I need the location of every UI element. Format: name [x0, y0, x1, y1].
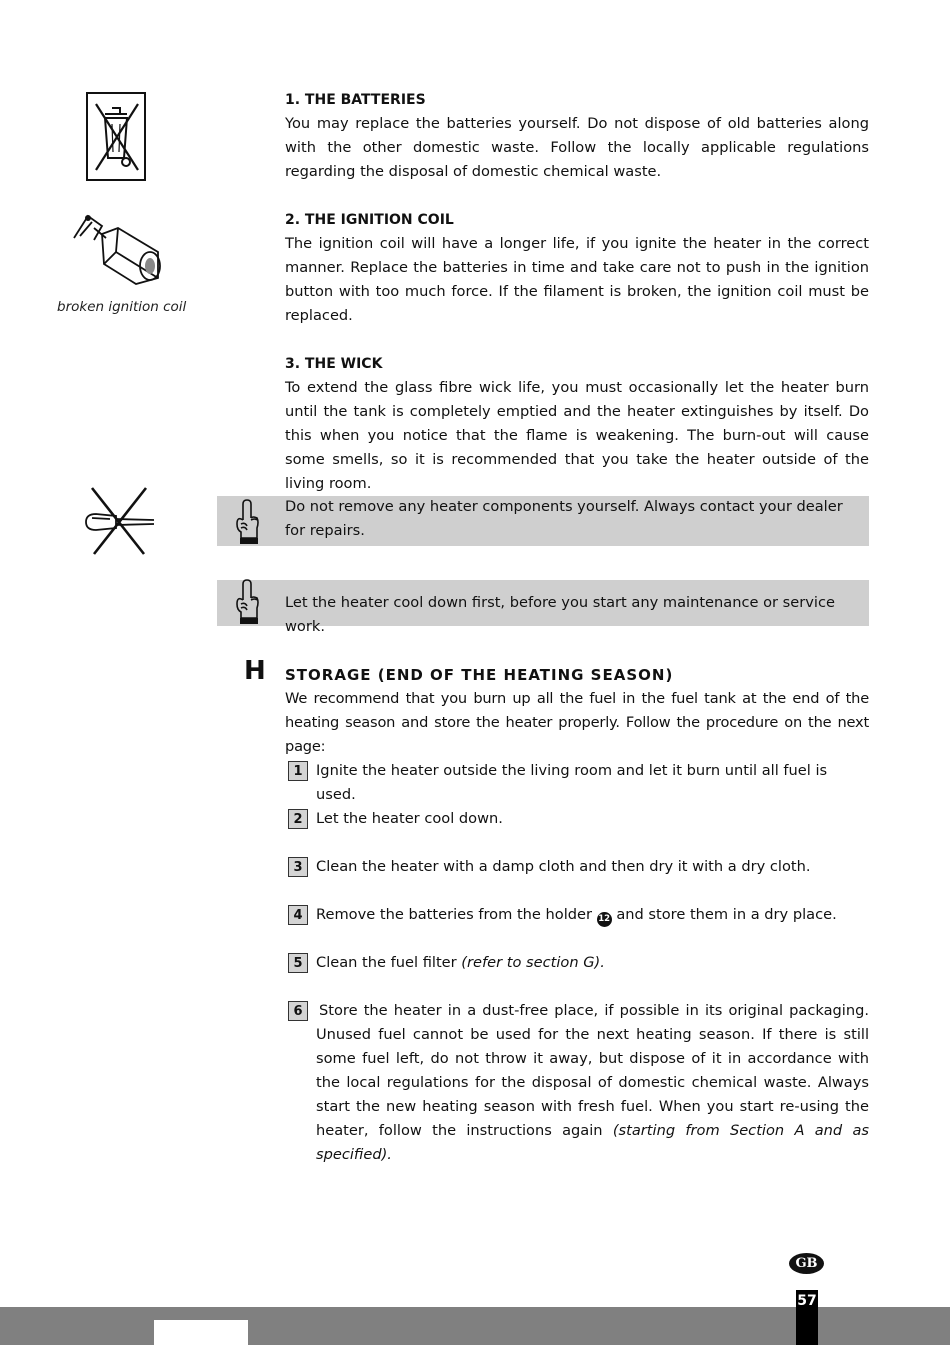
ignition-heading: 2. THE IGNITION COIL [285, 212, 454, 228]
storage-heading: STORAGE (END OF THE HEATING SEASON) [285, 666, 674, 684]
step-reference: (refer to section G). [461, 954, 605, 971]
step-text-part: Store the heater in a dust-free place, if possible in its original packaging. Unused fuel cannot be used for the next heating season. If there is still some fuel left, do not throw it away, but dispose of it in accordance with the local regulations for the disposal of domestic chemical waste. Always start the new heating season with fresh fuel. When you start re-using the heater, follow the instructions again [316, 1002, 869, 1139]
step-text-part: Remove the batteries from the holder [316, 906, 593, 923]
ignition-body: The ignition coil will have a longer life, if you ignite the heater in the correct manner. Replace the batteries in time and take care not to push in the ignition button with too much force. If the filament is broken, the ignition coil must be replaced. [285, 235, 869, 324]
page-number: 57 [797, 1293, 817, 1309]
batteries-heading: 1. THE BATTERIES [285, 92, 426, 108]
step-text-part: Clean the fuel filter [316, 954, 457, 971]
component-ref-badge: 12 [597, 912, 612, 927]
page-number-tab [796, 1290, 818, 1345]
step-text: Clean the heater with a damp cloth and then dry it with a dry cloth. [316, 858, 811, 875]
notice-box-1 [217, 496, 869, 546]
crossed-screwdriver-icon [82, 484, 158, 556]
step-text [316, 999, 869, 1167]
step-number: 5 [288, 953, 308, 973]
step-text-part: and store them in a dry place. [616, 906, 837, 923]
section-letter: H [244, 656, 266, 686]
batteries-body: You may replace the batteries yourself. Do not dispose of old batteries along with the other domestic waste. Follow the locally applicable regulations regarding the disposal of domestic chemical waste. [285, 115, 869, 180]
step-number: 6 [288, 1001, 308, 1021]
weee-bin-icon [86, 92, 146, 181]
step-text: Ignite the heater outside the living room and let it burn until all fuel is used. [316, 762, 828, 803]
step-number: 3 [288, 857, 308, 877]
step-number: 1 [288, 761, 308, 781]
step-text [316, 903, 869, 927]
footer-white-tab [154, 1320, 248, 1345]
wick-body: To extend the glass fibre wick life, you must occasionally let the heater burn until the tank is completely emptied and the heater extinguishes by itself. Do this when you notice that the flame is weakening. The burn-out will cause some smells, so it is recommended that you take the heater outside of the living room. [285, 379, 869, 492]
step-text: Let the heater cool down. [316, 810, 503, 827]
language-badge-label: GB [795, 1256, 818, 1271]
ignition-coil-illustration [66, 208, 172, 286]
ignition-coil-caption: broken ignition coil [57, 299, 187, 315]
step-reference: (starting from Section A and as specified). [316, 1122, 869, 1163]
step-number: 2 [288, 809, 308, 829]
step-text [316, 951, 869, 975]
wick-heading: 3. THE WICK [285, 356, 383, 372]
pointing-hand-icon [233, 498, 263, 550]
notice-box-2 [217, 580, 869, 635]
language-badge [789, 1253, 824, 1274]
step-number: 4 [288, 905, 308, 925]
notice-text-1: Do not remove any heater components yourself. Always contact your dealer for repairs. [285, 498, 843, 539]
notice-text-2: Let the heater cool down first, before you start any maintenance or service work. [285, 594, 835, 635]
storage-intro: We recommend that you burn up all the fuel in the fuel tank at the end of the heating season and store the heater properly. Follow the procedure on the next page: [285, 690, 869, 755]
pointing-hand-icon [233, 578, 263, 630]
